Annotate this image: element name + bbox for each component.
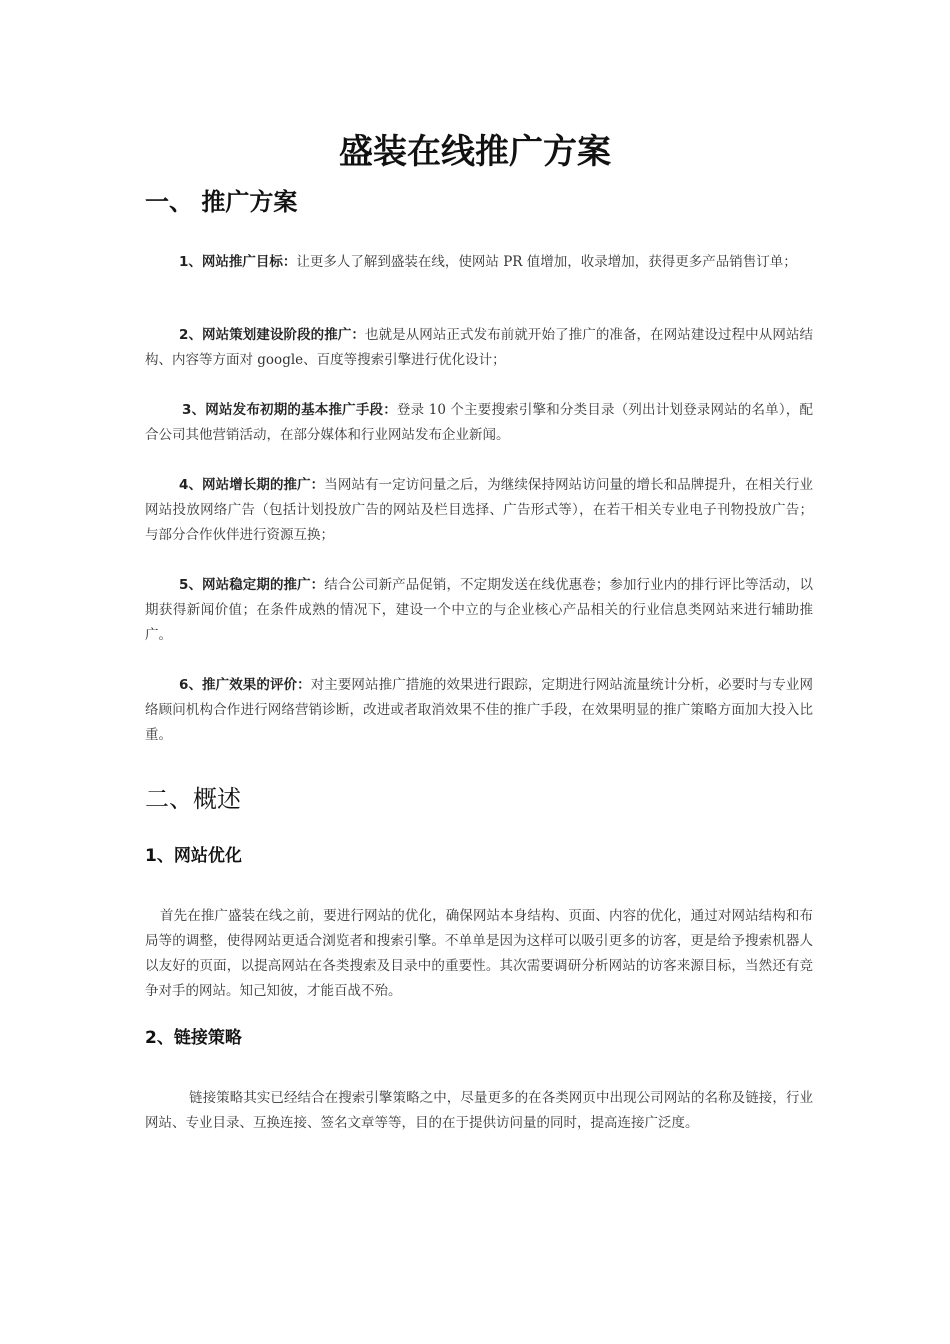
paragraph-text: 对主要网站推广措施的效果进行跟踪，定期进行网站流量统计分析，必要时与专业网络顾问机构合作进行网络营销诊断，改进或者取消效果不佳的推广手段，在效果明显的推广策略方面加大投入比重。: [145, 677, 813, 743]
paragraph-text: 让更多人了解到盛装在线，使网站 PR 值增加，收录增加，获得更多产品销售订单；: [296, 254, 797, 270]
paragraph-text: 也就是从网站正式发布前就开始了推广的准备，在网站建设过程中从网站结构、内容等方面对 google、百度等搜索引擎进行优化设计；: [145, 327, 813, 368]
paragraph-stable-stage: [145, 573, 813, 648]
paragraph-lead: 3、网站发布初期的基本推广手段：: [182, 402, 397, 418]
paragraph-website-optimization: 首先在推广盛装在线之前，要进行网站的优化，确保网站本身结构、页面、内容的优化，通过对网站结构和布局等的调整，使得网站更适合浏览者和搜索引擎。不单单是因为这样可以吸引更多的访客，更是给予搜索机器人以友好的页面，以提高网站在各类搜索及目录中的重要性。其次需要调研分析网站的访客来源目标，当然还有竞争对手的网站。知己知彼，才能百战不殆。: [145, 908, 813, 999]
subsection-heading-link-strategy: 2、链接策略: [145, 1028, 242, 1048]
subsection-heading-website-optimization: 1、网站优化: [145, 846, 242, 866]
paragraph-launch-stage: [145, 398, 813, 448]
paragraph-text: 当网站有一定访问量之后，为继续保持网站访问量的增长和品牌提升，在相关行业网站投放网络广告（包括计划投放广告的网站及栏目选择、广告形式等），在若干相关专业电子刊物投放广告；与部分合作伙伴进行资源互换；: [145, 477, 813, 543]
paragraph-link-strategy: 链接策略其实已经结合在搜索引擎策略之中，尽量更多的在各类网页中出现公司网站的名称及链接，行业网站、专业目录、互换连接、签名文章等等，目的在于提供访问量的同时，提高连接广泛度。: [145, 1090, 813, 1131]
paragraph-promotion-goal: [145, 250, 813, 275]
paragraph-lead: 1、网站推广目标：: [179, 254, 297, 270]
paragraph-lead: 5、网站稳定期的推广：: [179, 577, 325, 593]
paragraph-evaluation: [145, 673, 813, 748]
paragraph-text: 结合公司新产品促销，不定期发送在线优惠卷；参加行业内的排行评比等活动，以期获得新闻价值；在条件成熟的情况下，建设一个中立的与企业核心产品相关的行业信息类网站来进行辅助推广。: [145, 577, 813, 643]
paragraph-growth-stage: [145, 473, 813, 548]
paragraph-planning-stage: [145, 323, 813, 373]
paragraph-lead: 2、网站策划建设阶段的推广：: [179, 327, 365, 343]
section-heading-overview: 二、概述: [145, 785, 241, 813]
paragraph-lead: 6、推广效果的评价：: [179, 677, 311, 693]
document-title: 盛装在线推广方案: [339, 132, 611, 172]
paragraph-lead: 4、网站增长期的推广：: [179, 477, 325, 493]
section-heading-promotion-plan: 一、 推广方案: [145, 188, 298, 216]
paragraph-text: 登录 10 个主要搜索引擎和分类目录（列出计划登录网站的名单），配合公司其他营销活动，在部分媒体和行业网站发布企业新闻。: [145, 402, 813, 443]
